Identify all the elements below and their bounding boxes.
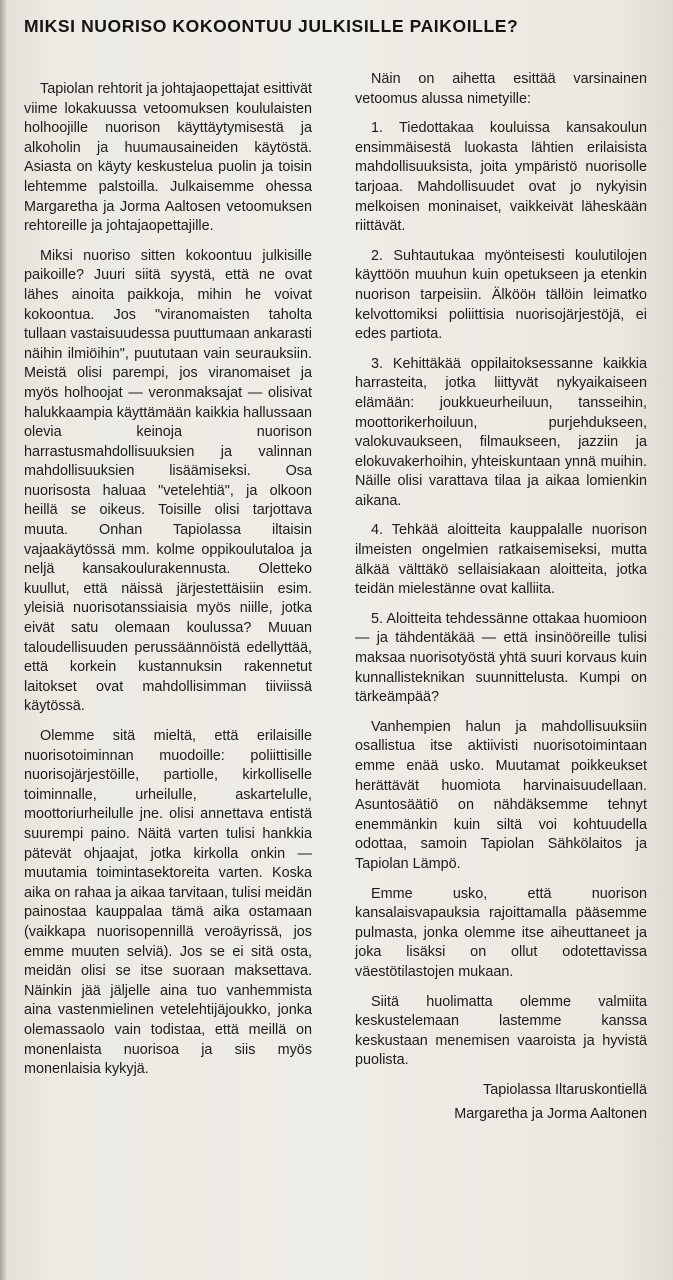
right-column <box>355 70 647 1124</box>
body-paragraph: Emme usko, että nuorison kansalaisvapauksia rajoittamalla pääsemme pulmasta, jonka olemme itse aiheuttaneet ja joka lisäksi on ollut odotettavissa väestötilastojen mukaan. <box>355 885 647 980</box>
body-paragraph: Näin on aihetta esittää varsinainen vetoomus alussa nimetyille: <box>355 71 647 107</box>
article-title: MIKSI NUORISO KOKOONTUU JULKISILLE PAIKOILLE? <box>24 16 519 36</box>
list-item: 5. Aloitteita tehdessänne ottakaa huomioon — ja tähdentäkää — että insinööreille tulisi maksaa nuorisotyöstä yhtä suuri korvaus kuin kunnallisteknikan suunnittelusta. Kumpi on tärkeämpää? <box>355 610 647 706</box>
body-paragraph: Vanhempien halun ja mahdollisuuksiin osallistua itse aktiivisti nuorisotoimintaan emme enää usko. Muutamat poikkeukset herättävät huomiota harvinaisuudellaan. Asuntosäätiö on nähdäksemme tehnyt enemmänkin kuin siltä voi kohtuudella odottaa, samoin Tapiolan Sähkölaitos ja Tapiolan Lämpö. <box>355 718 647 872</box>
page-edge-shadow <box>0 0 6 1280</box>
left-column <box>24 80 312 1090</box>
intro-paragraph: Tapiolan rehtorit ja johtajaopettajat esittivät viime lokakuussa vetoomuksen koululaisten holhoojille nuorison käyttäytymisestä ja alkoholin ja huumausaineiden käytöstä. Asiasta on käyty keskustelua puolin ja toisin lehtemme palstoilla. Julkaisemme ohessa Margaretha ja Jorma Aaltosen vetoomuksen rehtoreille ja johtajaopettajille. <box>24 81 312 235</box>
list-item: 3. Kehittäkää oppilaitoksessanne kaikkia harrasteita, jotka liittyvät nykyaikaiseen elämään: joukkueurheiluun, tansseihin, moottorikerhoiluun, purjehdukseen, valokuvaukseen, filmaukseen, jazziin ja elokuvakerhoihin, yhteiskuntaan ynnä muihin. Näille olisi varattava tilaa ja aikaa lomienkin aikana. <box>355 355 647 509</box>
body-paragraph: Olemme sitä mieltä, että erilaisille nuorisotoiminnan muodoille: poliittisille nuorisojärjestöille, partiolle, kirkolliselle toiminnalle, urheilulle, askartelulle, moottoriurheilulle jne. olisi annettava entistä suurempi paino. Näitä varten tulisi hankkia pätevät ohjaajat, jotka kirkolla onkin — muutamia toimintasektoreita varten. Koska aika on rahaa ja aikaa tarvitaan, tulisi meidän painostaa kauppalaa tämä aika ostamaan (vaikkapa nuorisopennillä veroäyrissä, jos emme muuten selviä). Jos se ei sitä osta, meidän olisi se itse suoraan maksettava. Näinkin jää jäljelle aina tuo vanhemmista aina vastenmielinen vetelehtijäjoukko, jonka olemassaolo vain todistaa, että meillä on monenlaista nuorisoa ja siis myös monenlaisia kykyjä. <box>24 728 312 1078</box>
list-item: 1. Tiedottakaa kouluissa kansakoulun ensimmäisestä luokasta lähtien erilaisista mahdollisuuksista, joita ympäristö nuorisolle tarjoaa. Mahdollisuudet ovat jo nykyisin melkoisen moninaiset, vaikkeivät läheskään riittävät. <box>355 120 647 235</box>
list-item: 4. Tehkää aloitteita kauppalalle nuorison ilmeisten ongelmien ratkaisemiseksi, mutta älkää välttäkö sellaisiakaan aloitteita, jotka teidän mielestänne ovat kalliita. <box>355 522 647 598</box>
body-paragraph: Miksi nuoriso sitten kokoontuu julkisille paikoille? Juuri siitä syystä, että ne ovat lähes ainoita paikkoja, mihin he voivat kokoontua. Jos "viranomaisten taholta tullaan vastaisuudessa puuttumaan ankarasti näihin ilmiöihin", puututaan vain seurauksiin. Meistä olisi parempi, jos viranomaiset ja myös holhoojat — veronmaksajat — olisivat halukkaampia käyttämään kaikkia hallussaan olevia keinoja nuorison harrastusmahdollisuuksien ja valinnan mahdollisuuksien lisäämiseksi. Osa nuorisosta haluaa "vetelehtiä", ja olkoon heillä se oikeus. Toisille olisi tarjottava muuta. Onhan Tapiolassa iltaisin vajaakäytössä mm. kolme oppikoulutaloa ja neljä kansakoulurakennusta. Oletteko kuullut, että näissä järjestettäisiin esim. yleisiä nuorisotanssiaisia myös niille, jotka eivät satu olemaan koulussa? Muuan taloudellisuuden perussäännöistä edellyttää, että korkein kustannuksin rakennetut laitokset ovat mahdollisimman tiiviissä käytössä. <box>24 247 312 715</box>
signature-place: Tapiolassa Iltaruskontiellä <box>483 1081 647 1098</box>
list-item: 2. Suhtautukaa myönteisesti koulutilojen käyttöön muuhun kuin opetukseen ja etenkin nuorison tarpeisiin. Älkööн tällöin leimatko kelvottomiksi poliittisia nuorisojärjestöjä, ei edes partiota. <box>355 247 647 343</box>
body-paragraph: Siitä huolimatta olemme valmiita keskustelemaan lastemme kanssa keskustaan menemisen vaaroista ja hyvistä puolista. <box>355 993 647 1069</box>
signature-names: Margaretha ja Jorma Aaltonen <box>454 1105 647 1122</box>
